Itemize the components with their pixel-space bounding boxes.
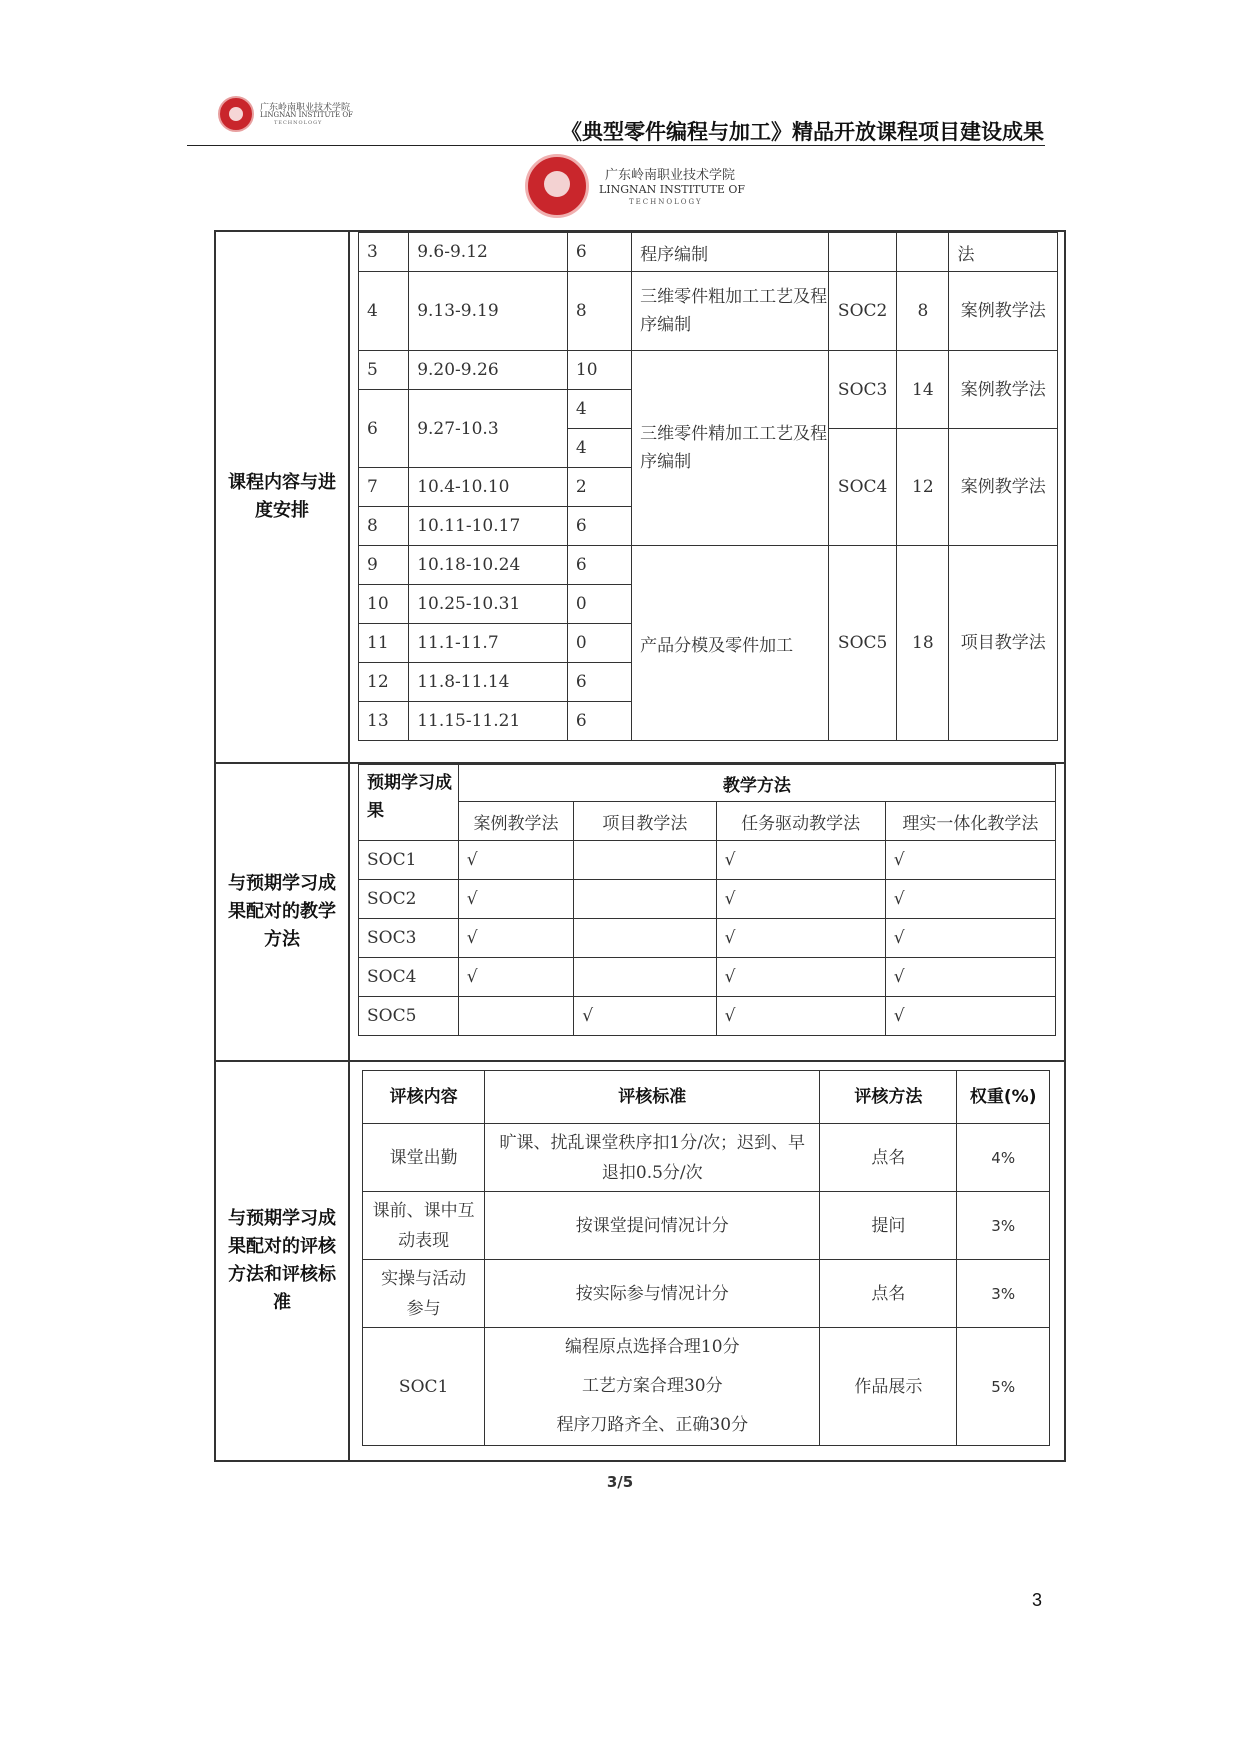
row-content: 三维零件精加工工艺及程序编制 (632, 351, 829, 546)
check-cell: √ (716, 958, 885, 997)
row-date: 11.1-11.7 (409, 624, 568, 663)
row-method: 案例教学法 (949, 429, 1058, 546)
assessment-weight: 5% (957, 1328, 1050, 1446)
row-hours: 8 (567, 272, 631, 351)
doc-logo-en: LINGNAN INSTITUTE OF (599, 183, 746, 196)
row-date: 9.6-9.12 (409, 233, 568, 272)
assessment-weight: 3% (957, 1260, 1050, 1328)
row-soc-hours: 12 (897, 429, 949, 546)
method-header: 理实一体化教学法 (885, 802, 1055, 841)
assessment-header: 评核标准 (485, 1071, 820, 1124)
assessment-method: 提问 (820, 1192, 957, 1260)
row-hours: 6 (567, 663, 631, 702)
col-outcome-header: 预期学习成果 (359, 765, 459, 841)
assessment-header: 评核内容 (363, 1071, 485, 1124)
assessment-header: 权重(%) (957, 1071, 1050, 1124)
check-cell: √ (716, 997, 885, 1036)
row-soc: SOC2 (828, 272, 896, 351)
row-hours: 10 (567, 351, 631, 390)
row-soc-hours: 18 (897, 546, 949, 741)
college-seal-icon (525, 154, 589, 218)
check-cell: √ (574, 997, 716, 1036)
row-date: 11.8-11.14 (409, 663, 568, 702)
section-label-methods: 与预期学习成果配对的教学方法 (215, 763, 349, 1061)
header-logo-en2: TECHNOLOGY (274, 120, 323, 126)
college-seal-icon (218, 96, 254, 132)
row-soc: SOC5 (828, 546, 896, 741)
row-hours: 0 (567, 585, 631, 624)
header-logo-en: LINGNAN INSTITUTE OF (260, 111, 353, 119)
section-label-schedule: 课程内容与进度安排 (215, 231, 349, 763)
row-hours: 6 (567, 702, 631, 741)
footer-page-number: 3 (1031, 1590, 1042, 1610)
section-label-assessment: 与预期学习成果配对的评核方法和评核标准 (215, 1061, 349, 1461)
assessment-standard: 旷课、扰乱课堂秩序扣1分/次；迟到、早退扣0.5分/次 (485, 1124, 820, 1192)
row-method: 案例教学法 (949, 272, 1058, 351)
method-header: 任务驱动教学法 (716, 802, 885, 841)
row-no: 9 (359, 546, 409, 585)
assessment-method: 作品展示 (820, 1328, 957, 1446)
check-cell: √ (458, 841, 573, 880)
soc-label: SOC3 (359, 919, 459, 958)
assessment-standard: 按实际参与情况计分 (485, 1260, 820, 1328)
header-divider (187, 145, 1045, 146)
row-hours: 2 (567, 468, 631, 507)
assessment-standard (485, 1328, 820, 1446)
document-logo (525, 154, 765, 218)
row-date: 11.15-11.21 (409, 702, 568, 741)
methods-cell (349, 763, 1065, 1061)
row-soc (828, 233, 896, 272)
course-table (214, 230, 1066, 1462)
check-cell: √ (458, 919, 573, 958)
row-no: 10 (359, 585, 409, 624)
row-hours: 4 (567, 429, 631, 468)
row-no: 13 (359, 702, 409, 741)
row-date: 10.4-10.10 (409, 468, 568, 507)
check-cell: √ (885, 841, 1055, 880)
row-hours: 4 (567, 390, 631, 429)
assessment-standard: 按课堂提问情况计分 (485, 1192, 820, 1260)
check-cell: √ (716, 880, 885, 919)
soc-label: SOC4 (359, 958, 459, 997)
standard-line: 工艺方案合理30分 (581, 1376, 723, 1396)
schedule-table (358, 232, 1058, 741)
row-method: 项目教学法 (949, 546, 1058, 741)
doc-logo-en2: TECHNOLOGY (629, 198, 703, 206)
assessment-weight: 4% (957, 1124, 1050, 1192)
assessment-table (362, 1070, 1050, 1446)
row-hours: 6 (567, 507, 631, 546)
check-cell: √ (885, 880, 1055, 919)
assessment-content: SOC1 (363, 1328, 485, 1446)
row-no: 3 (359, 233, 409, 272)
row-date: 9.27-10.3 (409, 390, 568, 468)
check-cell (458, 997, 573, 1036)
check-cell (574, 958, 716, 997)
row-no: 6 (359, 390, 409, 468)
row-date: 10.18-10.24 (409, 546, 568, 585)
assessment-weight: 3% (957, 1192, 1050, 1260)
check-cell: √ (458, 958, 573, 997)
row-date: 9.13-9.19 (409, 272, 568, 351)
row-content: 三维零件粗加工工艺及程序编制 (632, 272, 829, 351)
row-date: 10.11-10.17 (409, 507, 568, 546)
header-logo-cn: 广东岭南职业技术学院 (260, 103, 351, 113)
assessment-content: 实操与活动参与 (363, 1260, 485, 1328)
doc-logo-cn: 广东岭南职业技术学院 (605, 168, 736, 183)
row-no: 12 (359, 663, 409, 702)
row-soc: SOC3 (828, 351, 896, 429)
page-title: 《典型零件编程与加工》精品开放课程项目建设成果 (561, 120, 1044, 144)
soc-label: SOC1 (359, 841, 459, 880)
check-cell (574, 919, 716, 958)
assessment-cell (349, 1061, 1065, 1461)
row-content: 产品分模及零件加工 (632, 546, 829, 741)
row-soc-hours: 8 (897, 272, 949, 351)
assessment-method: 点名 (820, 1260, 957, 1328)
row-soc-hours: 14 (897, 351, 949, 429)
check-cell (574, 880, 716, 919)
schedule-cell (349, 231, 1065, 763)
standard-line: 程序刀路齐全、正确30分 (556, 1415, 749, 1435)
assessment-content: 课前、课中互动表现 (363, 1192, 485, 1260)
standard-line: 编程原点选择合理10分 (564, 1337, 740, 1357)
col-methods-header: 教学方法 (458, 765, 1055, 802)
check-cell: √ (885, 997, 1055, 1036)
row-date: 10.25-10.31 (409, 585, 568, 624)
row-hours: 6 (567, 233, 631, 272)
method-header: 案例教学法 (458, 802, 573, 841)
check-cell: √ (458, 880, 573, 919)
row-no: 4 (359, 272, 409, 351)
row-no: 5 (359, 351, 409, 390)
row-method: 案例教学法 (949, 351, 1058, 429)
check-cell (574, 841, 716, 880)
row-soc-hours (897, 233, 949, 272)
row-soc: SOC4 (828, 429, 896, 546)
check-cell: √ (885, 919, 1055, 958)
row-date: 9.20-9.26 (409, 351, 568, 390)
header-logo (218, 96, 353, 136)
row-no: 8 (359, 507, 409, 546)
row-hours: 6 (567, 546, 631, 585)
row-no: 11 (359, 624, 409, 663)
row-method: 法 (949, 233, 1058, 272)
inner-page-number: 3/5 (606, 1473, 634, 1491)
assessment-method: 点名 (820, 1124, 957, 1192)
soc-label: SOC2 (359, 880, 459, 919)
soc-label: SOC5 (359, 997, 459, 1036)
row-content: 程序编制 (632, 233, 829, 272)
row-hours: 0 (567, 624, 631, 663)
check-cell: √ (716, 919, 885, 958)
check-cell: √ (885, 958, 1055, 997)
assessment-content: 课堂出勤 (363, 1124, 485, 1192)
assessment-header: 评核方法 (820, 1071, 957, 1124)
methods-table (358, 764, 1056, 1036)
method-header: 项目教学法 (574, 802, 716, 841)
check-cell: √ (716, 841, 885, 880)
row-no: 7 (359, 468, 409, 507)
